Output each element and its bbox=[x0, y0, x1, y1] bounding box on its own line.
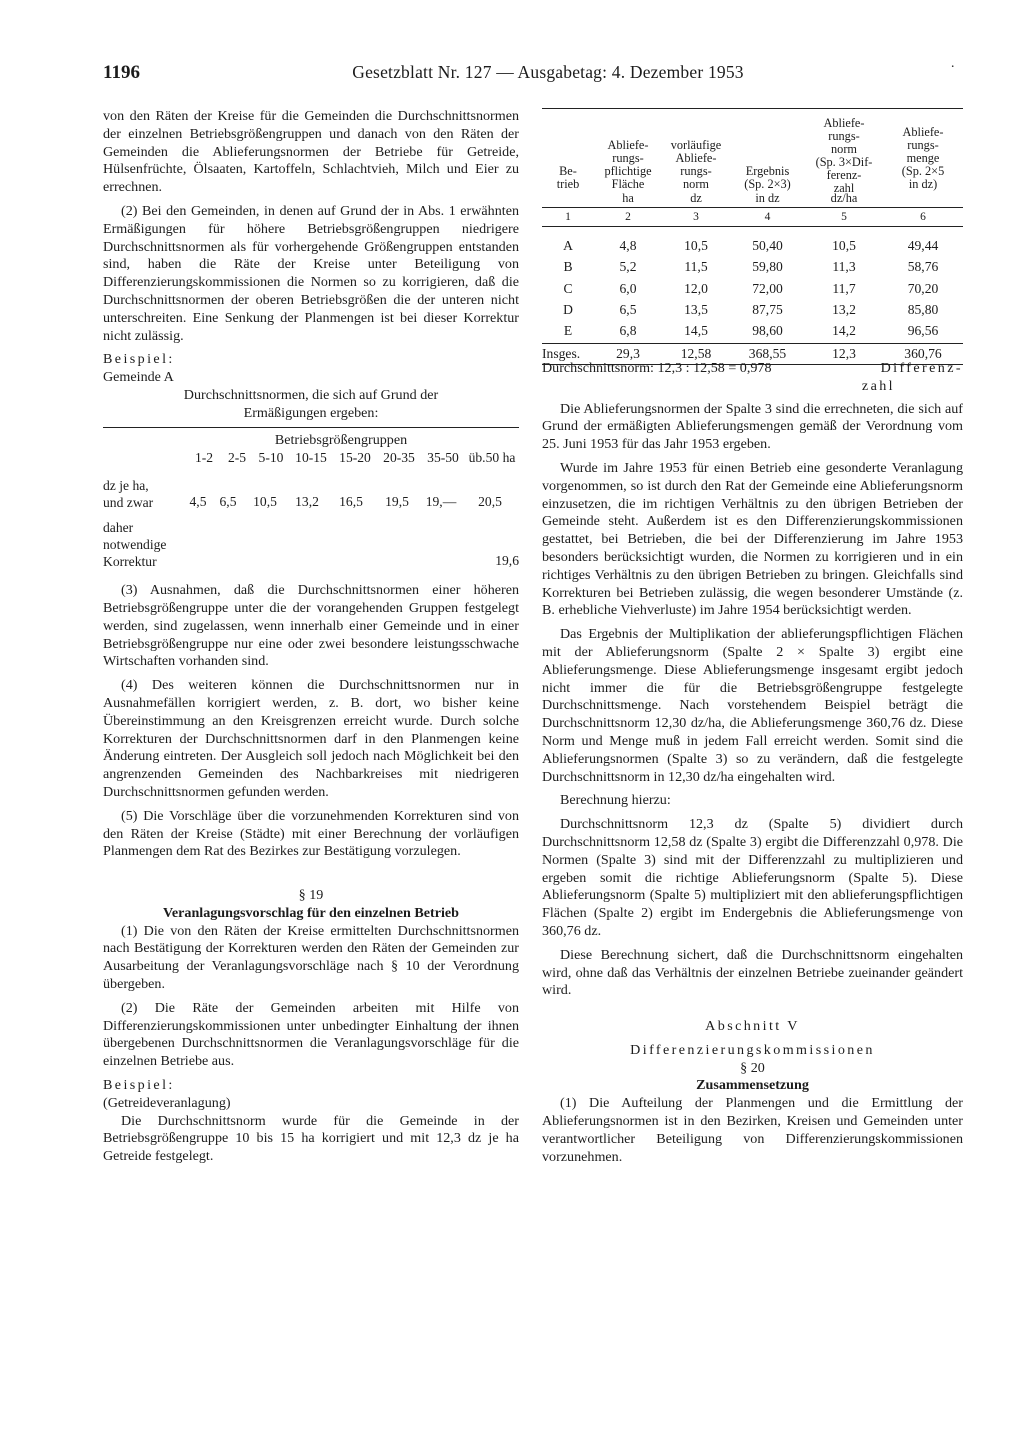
table-cell: D bbox=[563, 301, 573, 317]
table-cell: 4,5 bbox=[189, 494, 207, 510]
column-header bbox=[594, 115, 662, 205]
table-row bbox=[542, 278, 963, 299]
column-header bbox=[805, 115, 883, 205]
table-cell: 11,7 bbox=[832, 280, 856, 296]
table-cell: 20,5 bbox=[478, 494, 502, 510]
table-rule bbox=[103, 427, 519, 428]
row-label-line: dz je ha, bbox=[103, 478, 149, 494]
table-cell: 12,58 bbox=[680, 346, 712, 362]
column-unit: dz bbox=[690, 191, 702, 205]
table-cell: 59,80 bbox=[752, 259, 783, 275]
table-cell: 29,3 bbox=[616, 346, 640, 362]
paragraph: (5) Die Vorschläge über die vorzunehmenden Korrekturen sind von den Räten der Kreise (Städte) mit einer Berechnung der vorläufigen Planmengen dem Rat des Bezirkes zur Bestätigung vorzulegen. bbox=[103, 807, 519, 860]
paragraph: (2) Bei den Gemeinden, in denen auf Grund der in Abs. 1 erwähnten Ermäßigungen für höhere Betriebsgrößengruppen niedrigere Durchschnittsnormen als für vorhergehende Größengruppen entstanden sind, haben die Räte der Kreise unter Beteiligung von Differenzierungskommissionen die Normen so zu korrigieren, daß die Durchschnittsnormen der oberen Betriebsgrößen die der unteren nicht unterschreiten. Eine Senkung der Planmengen ist bei dieser Korrektur nicht zulässig. bbox=[103, 202, 519, 344]
size-group: 2-5 bbox=[227, 450, 247, 466]
column-number: 4 bbox=[764, 211, 771, 223]
calculation-table bbox=[542, 108, 963, 365]
table-cell: 98,60 bbox=[752, 323, 783, 339]
size-group: 20-35 bbox=[383, 450, 415, 466]
table-cell: 58,76 bbox=[907, 259, 939, 275]
section-title: Zusammensetzung bbox=[696, 1077, 809, 1094]
table-intro: Durchschnittsnormen, die sich auf Grund der bbox=[183, 386, 439, 403]
column-unit: ha bbox=[622, 191, 634, 205]
column-number: 2 bbox=[625, 211, 631, 223]
column-unit: in dz bbox=[755, 191, 780, 205]
size-group: 35-50 bbox=[427, 450, 459, 466]
right-column bbox=[542, 360, 963, 1171]
table-row bbox=[542, 235, 963, 256]
page-number: 1196 bbox=[103, 62, 140, 83]
table-row bbox=[542, 299, 963, 320]
column-header bbox=[883, 115, 963, 195]
table-body bbox=[542, 235, 963, 341]
section-title: Veranlagungsvorschlag für den einzelnen Betrieb bbox=[163, 904, 459, 921]
chapter-title: Differenzierungskommissionen bbox=[630, 1041, 875, 1058]
table-cell: 11,3 bbox=[832, 259, 856, 275]
column-number: 6 bbox=[920, 211, 926, 223]
table-cell: 11,5 bbox=[684, 259, 708, 275]
row-label-line: notwendige bbox=[103, 537, 167, 553]
column-header-text: Abliefe- rungs- norm (Sp. 3×Dif- ferenz- zahl bbox=[815, 116, 873, 195]
table-cell: 4,8 bbox=[619, 238, 637, 253]
column-header bbox=[730, 115, 805, 205]
paragraph: Berechnung hierzu: bbox=[560, 792, 671, 809]
column-header-text: vorläufige Abliefe- rungs- norm bbox=[670, 138, 722, 191]
table-cell: Insges. bbox=[542, 346, 581, 362]
paragraph: Diese Berechnung sichert, daß die Durchschnittsnorm eingehalten wird, ohne daß das Verhältnis der einzelnen Betriebe zueinander geändert wird. bbox=[542, 946, 963, 999]
table-cell: 13,2 bbox=[832, 301, 856, 317]
average-norm-term: zahl bbox=[861, 377, 895, 394]
table-cell: 368,55 bbox=[748, 346, 787, 362]
column-header-text: Be- trieb bbox=[556, 164, 580, 191]
table-cell: 6,0 bbox=[619, 280, 637, 296]
row-label bbox=[103, 519, 199, 570]
table-cell: E bbox=[563, 323, 573, 339]
size-group: 15-20 bbox=[339, 450, 371, 466]
table-cell: B bbox=[563, 259, 573, 275]
table-row bbox=[542, 256, 963, 277]
paragraph: Die Durchschnittsnorm wurde für die Gemeinde in der Betriebsgrößengruppe 10 bis 15 ha korrigiert und mit 12,3 dz je ha Getreide festgelegt. bbox=[103, 1112, 519, 1165]
table-cell: 10,5 bbox=[253, 494, 277, 510]
row-label bbox=[103, 477, 185, 511]
column-number: 1 bbox=[565, 211, 571, 223]
column-header-text: Abliefe- rungs- pflichtige Fläche bbox=[604, 138, 652, 191]
column-number: 5 bbox=[841, 211, 847, 223]
table-cell: 6,5 bbox=[619, 301, 637, 317]
size-group: 1-2 bbox=[194, 450, 214, 466]
average-norm-line bbox=[542, 360, 963, 378]
table-cell: 96,56 bbox=[907, 323, 939, 339]
paragraph: von den Räten der Kreise für die Gemeinden die Durchschnittsnormen der einzelnen Betriebsgrößengruppen und danach von den Räten der Gemeinden die Ablieferungsnormen der Betriebe für Getreide, Hülsenfrüchte, Ölsaaten, Kartoffeln, Schlachtvieh, Milch und Eier zu errechnen. bbox=[103, 108, 519, 196]
average-norm-formula: Durchschnittsnorm: 12,3 : 12,58 = 0,978 bbox=[542, 360, 772, 376]
table-cell: 12,0 bbox=[684, 280, 708, 296]
column-header bbox=[662, 115, 730, 205]
table-cell: 19,— bbox=[425, 494, 457, 510]
paragraph: Wurde im Jahre 1953 für einen Betrieb eine gesonderte Veranlagung vorgenommen, so ist durch den Rat der Gemeinde eine Ablieferungsnorm einzusetzen, die im richtigen Verhältnis zu den übrigen Betrieben der Gemeinde steht. Außerdem ist es den Differenzierungskommissionen gestattet, bei Betrieben, die bei der Differenzierung im Jahre 1953 besonders berücksichtigt wurden, die Normen zu korrigieren und in ein richtiges Verhältnis zu den übrigen Betrieben zu bringen. Gleichfalls sind Korrekturen bei Betrieben zulässig, die wegen besonderer Umstände (z. B. erhebliche Viehverluste) im Jahre 1954 berücksichtigt werden. bbox=[542, 459, 963, 619]
table-cell: 360,76 bbox=[904, 346, 942, 362]
paragraph: (1) Die von den Räten der Kreise ermittelten Durchschnittsnormen nach Bestätigung der Korrekturen werden den Räten der Gemeinden zur Ausarbeitung der Veranlagungsvorschläge nach § 10 der Verordnung übergeben. bbox=[103, 922, 519, 993]
table-cell: 13,2 bbox=[295, 494, 319, 510]
table-cell: C bbox=[563, 280, 573, 296]
column-header-text: Abliefe- rungs- menge (Sp. 2×5 in dz) bbox=[901, 125, 945, 191]
table-row bbox=[103, 519, 519, 570]
row-label-line: daher bbox=[103, 520, 134, 536]
column-header bbox=[542, 115, 594, 195]
size-group: 10-15 bbox=[295, 450, 327, 466]
paragraph: Durchschnittsnorm 12,3 dz (Spalte 5) dividiert durch Durchschnittsnorm 12,58 dz (Spalte 3) ergibt die Differenzzahl 0,978. Die Normen (Spalte 3) sind mit der Differenzzahl zu multiplizieren und ergeben somit die richtige Ablieferungsnorm (Spalte 5). Diese Ablieferungsnorm (Spalte 5) multipliziert mit den ablieferungspflichtigen Flächen (Spalte 2) ergibt im Endergebnis die Ablieferungsmenge von 360,76 dz. bbox=[542, 816, 963, 939]
page-header bbox=[103, 62, 963, 88]
column-header-text: Ergebnis (Sp. 2×3) bbox=[744, 164, 791, 191]
size-group-table bbox=[103, 427, 519, 571]
size-group: 5-10 bbox=[258, 450, 284, 466]
section-number: § 20 bbox=[740, 1059, 765, 1076]
example-subheading: (Getreideveranlagung) bbox=[103, 1094, 231, 1111]
gazette-title: Gesetzblatt Nr. 127 — Ausgabetag: 4. Dezember 1953 bbox=[352, 62, 744, 82]
column-number-row bbox=[542, 207, 963, 227]
table-cell: 19,6 bbox=[495, 553, 519, 569]
paragraph: (1) Die Aufteilung der Planmengen und die Ermittlung der Ablieferungsnormen ist in den Bezirken, Kreisen und Gemeinden unter verantwortlicher Beteiligung von Differenzierungskommissionen vorzunehmen. bbox=[542, 1095, 963, 1165]
table-header-row bbox=[542, 108, 963, 205]
table-cell: 5,2 bbox=[619, 259, 637, 275]
table-cell: 13,5 bbox=[684, 301, 708, 317]
row-label-line: Korrektur bbox=[103, 554, 157, 570]
column-number: 3 bbox=[693, 211, 699, 223]
municipality-label: Gemeinde A bbox=[103, 369, 174, 386]
size-group-header-row bbox=[103, 449, 519, 467]
column-unit: dz/ha bbox=[830, 191, 858, 205]
size-group: üb.50 ha bbox=[468, 450, 516, 466]
table-cell: 14,5 bbox=[684, 323, 708, 339]
paragraph: Das Ergebnis der Multiplikation der ablieferungspflichtigen Flächen mit der Ablieferungsnorm (Spalte 2 × Spalte 3) ergibt eine Ablieferungsmenge. Diese Ablieferungsmenge insgesamt ergibt jedoch nicht immer die für die Betriebsgrößengruppe festgelegte Durchschnittsmenge. Nach vorstehendem Beispiel beträgt die Durchschnittsnorm 12,30 dz/ha, die Ablieferungsmenge 360,76 dz. Diese Norm und Menge muß in jedem Fall erreicht werden. Somit sind die Ablieferungsnormen (Spalte 3) so zu verändern, daß die festgelegte Durchschnittsnorm in 12,30 dz/ha eingehalten wird. bbox=[542, 626, 963, 785]
table-cell: 6,8 bbox=[619, 323, 637, 339]
table-cell: 12,3 bbox=[832, 346, 856, 362]
paragraph: (4) Des weiteren können die Durchschnittsnormen nur in Ausnahmefällen korrigiert werden, z. B. dort, wo bisher keine Übereinstimmung an den Kreisgrenzen erreicht wurde. Durch solche Korrekturen der Durchschnittsnormen darf in den Planmengen keine Änderung eintreten. Der Ausgleich soll jedoch nach Möglichkeit bei den angrenzenden Gemeinden des Nachbarkreises mit niedrigeren Durchschnittsnormen gefunden werden. bbox=[103, 677, 519, 800]
header-mark: · bbox=[950, 60, 955, 75]
table-cell: 87,75 bbox=[752, 301, 783, 317]
table-cell: 19,5 bbox=[385, 494, 409, 510]
table-cell: 72,00 bbox=[752, 280, 783, 296]
section-number: § 19 bbox=[298, 887, 324, 904]
table-cell: 70,20 bbox=[907, 280, 939, 296]
paragraph: Die Ablieferungsnormen der Spalte 3 sind die errechneten, die sich auf Grund der ermäßigten Ablieferungsmengen gemäß der Verordnung vom 25. Juni 1953 für das Jahr 1953 ergeben. bbox=[542, 400, 963, 453]
paragraph: (3) Ausnahmen, daß die Durchschnittsnormen einer höheren Betriebsgrößengruppe unter die der vorangehenden Gruppen festgelegt werden, sind zugelassen, wenn innerhalb einer Gemeinde und in einer Betriebsgrößengruppe nur eine oder zwei besondere leistungsschwache Wirtschaften vorhanden sind. bbox=[103, 582, 519, 670]
left-column bbox=[103, 108, 519, 1171]
example-heading: Beispiel: bbox=[103, 1077, 175, 1094]
average-norm-term: Differenz- bbox=[880, 360, 963, 376]
table-cell: A bbox=[563, 238, 573, 253]
table-cell: 14,2 bbox=[832, 323, 856, 339]
table-cell: 85,80 bbox=[907, 301, 939, 317]
row-label-line: und zwar bbox=[103, 495, 154, 511]
table-cell: 10,5 bbox=[684, 238, 708, 253]
chapter-heading: Abschnitt V bbox=[705, 1018, 800, 1035]
table-intro: Ermäßigungen ergeben: bbox=[243, 404, 379, 421]
table-row bbox=[103, 477, 519, 511]
table-cell: 10,5 bbox=[832, 238, 856, 253]
table-cell: 49,44 bbox=[907, 238, 939, 253]
table-cell: 6,5 bbox=[219, 494, 237, 510]
example-heading: Beispiel: bbox=[103, 351, 175, 368]
table-cell: 16,5 bbox=[339, 494, 363, 510]
paragraph: (2) Die Räte der Gemeinden arbeiten mit Hilfe von Differenzierungskommissionen unter unbedingter Einhaltung der ihnen übergebenen Durchschnittsnormen die Veranlagungsvorschläge für die einzelnen Betriebe aus. bbox=[103, 999, 519, 1070]
table-row bbox=[542, 320, 963, 341]
size-group-heading: Betriebsgrößengruppen bbox=[274, 431, 408, 448]
table-cell: 50,40 bbox=[752, 238, 783, 253]
